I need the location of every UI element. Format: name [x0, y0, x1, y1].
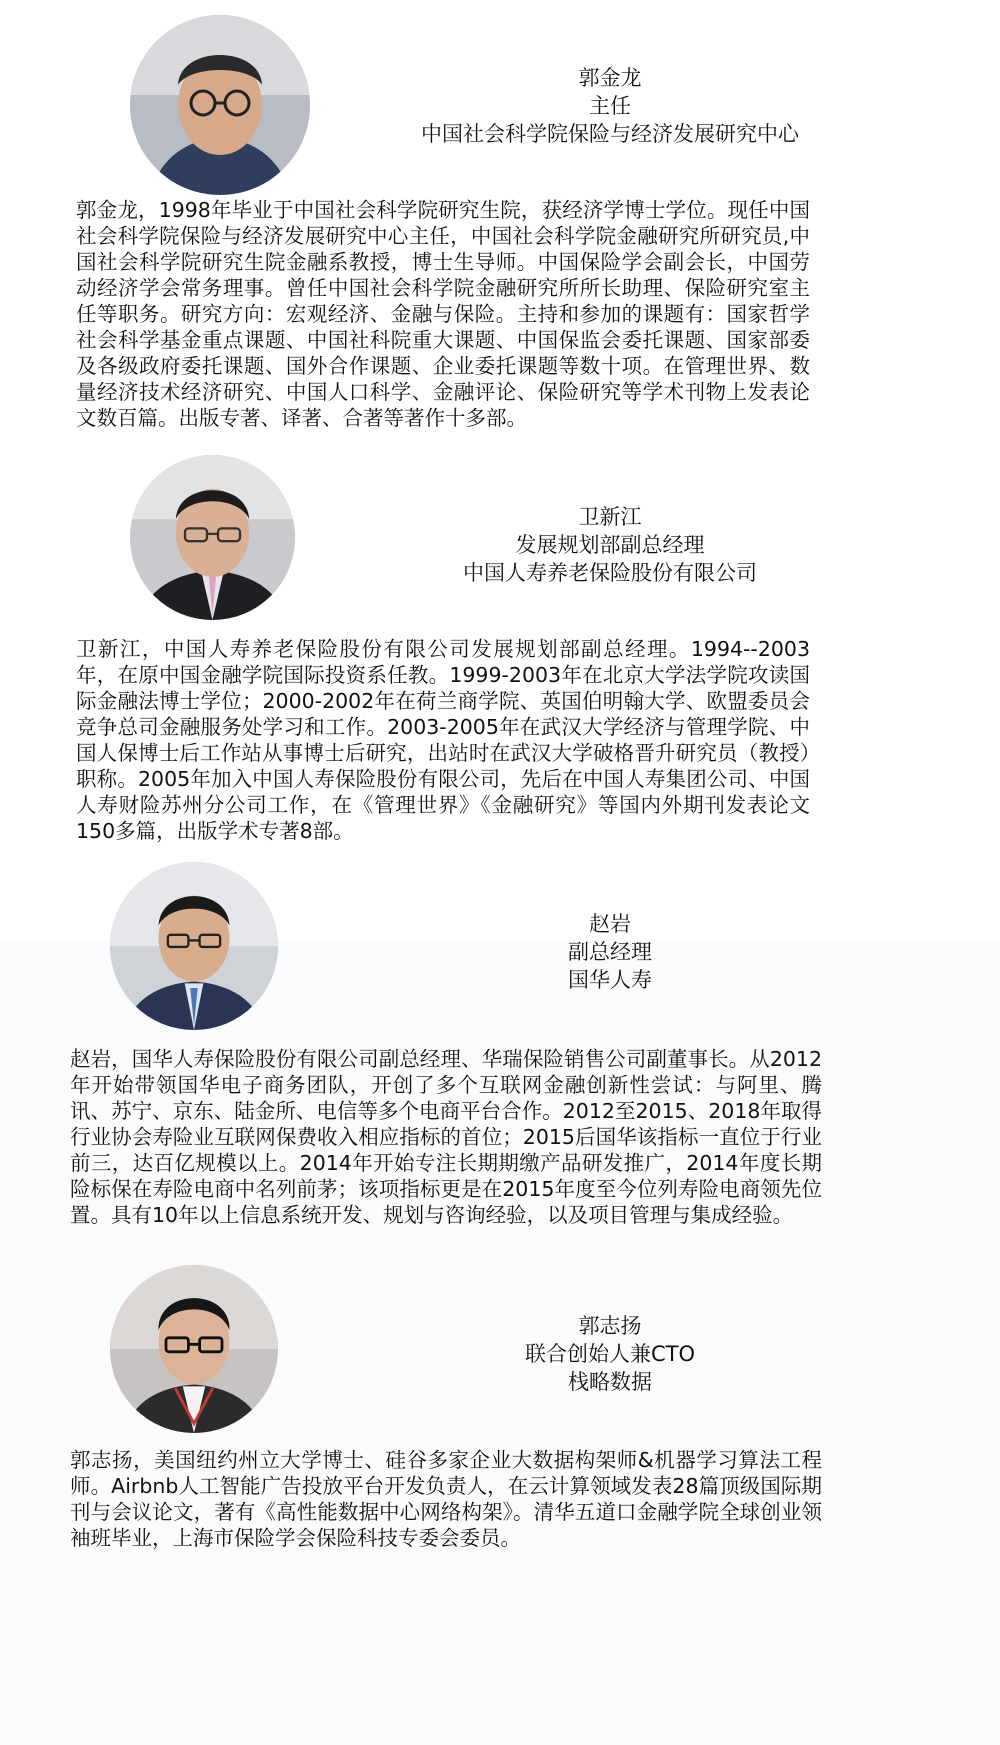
avatar-photo: [130, 15, 310, 195]
profile-header: [340, 910, 880, 994]
portrait-image: [130, 15, 310, 195]
speaker-organization: 中国社会科学院保险与经济发展研究中心: [421, 122, 799, 146]
speaker-organization: 国华人寿: [568, 968, 652, 992]
portrait-image: [110, 1265, 278, 1433]
speaker-organization: 栈略数据: [568, 1370, 652, 1394]
portrait-image: [110, 862, 278, 1030]
speaker-name: 郭金龙: [578, 66, 642, 90]
speaker-name: 赵岩: [589, 912, 631, 936]
speaker-title: 主任: [589, 94, 631, 118]
avatar-photo: [110, 1265, 278, 1433]
avatar-photo: [110, 862, 278, 1030]
speaker-name: 卫新江: [578, 505, 642, 529]
portrait-image: [130, 455, 295, 620]
profile-header: [340, 1312, 880, 1396]
avatar-photo: [130, 455, 295, 620]
speaker-bio: 郭志扬，美国纽约州立大学博士、硅谷多家企业大数据构架师&机器学习算法工程师。Airbnb人工智能广告投放平台开发负责人，在云计算领域发表28篇顶级国际期刊与会议论文，著有《高性能数据中心网络构架》。清华五道口金融学院全球创业领袖班毕业，上海市保险学会保险科技专委会委员。: [70, 1448, 822, 1550]
speaker-bio: 赵岩，国华人寿保险股份有限公司副总经理、华瑞保险销售公司副董事长。从2012年开始带领国华电子商务团队，开创了多个互联网金融创新性尝试：与阿里、腾讯、苏宁、京东、陆金所、电信等多个电商平台合作。2012至2015、2018年取得行业协会寿险业互联网保费收入相应指标的首位；2015后国华该指标一直位于行业前三，达百亿规模以上。2014年开始专注长期期缴产品研发推广，2014年度长期险标保在寿险电商中名列前茅；该项指标更是在2015年度至今位列寿险电商领先位置。具有10年以上信息系统开发、规划与咨询经验，以及项目管理与集成经验。: [70, 1047, 822, 1227]
speaker-organization: 中国人寿养老保险股份有限公司: [463, 561, 757, 585]
speaker-bio: 郭金龙，1998年毕业于中国社会科学院研究生院，获经济学博士学位。现任中国社会科学院保险与经济发展研究中心主任，中国社会科学院金融研究所研究员,中国社会科学院研究生院金融系教授，博士生导师。中国保险学会副会长，中国劳动经济学会常务理事。曾任中国社会科学院金融研究所所长助理、保险研究室主任等职务。研究方向：宏观经济、金融与保险。主持和参加的课题有：国家哲学社会科学基金重点课题、中国社科院重大课题、中国保监会委托课题、国家部委及各级政府委托课题、国外合作课题、企业委托课题等数十项。在管理世界、数量经济技术经济研究、中国人口科学、金融评论、保险研究等学术刊物上发表论文数百篇。出版专著、译著、合著等著作十多部。: [76, 198, 810, 430]
speaker-name: 郭志扬: [578, 1314, 642, 1338]
speaker-title: 副总经理: [568, 940, 652, 964]
profile-header: [340, 503, 880, 587]
speaker-bio: 卫新江，中国人寿养老保险股份有限公司发展规划部副总经理。1994--2003年，在原中国金融学院国际投资系任教。1999-2003年在北京大学法学院攻读国际金融法博士学位；2000-2002年在荷兰商学院、英国伯明翰大学、欧盟委员会竞争总司金融服务处学习和工作。2003-2005年在武汉大学经济与管理学院、中国人保博士后工作站从事博士后研究，出站时在武汉大学破格晋升研究员（教授）职称。2005年加入中国人寿保险股份有限公司，先后在中国人寿集团公司、中国人寿财险苏州分公司工作，在《管理世界》《金融研究》等国内外期刊发表论文150多篇，出版学术专著8部。: [76, 637, 810, 843]
speaker-title: 发展规划部副总经理: [515, 533, 705, 557]
speaker-title: 联合创始人兼CTO: [524, 1342, 696, 1366]
profile-header: [340, 64, 880, 148]
